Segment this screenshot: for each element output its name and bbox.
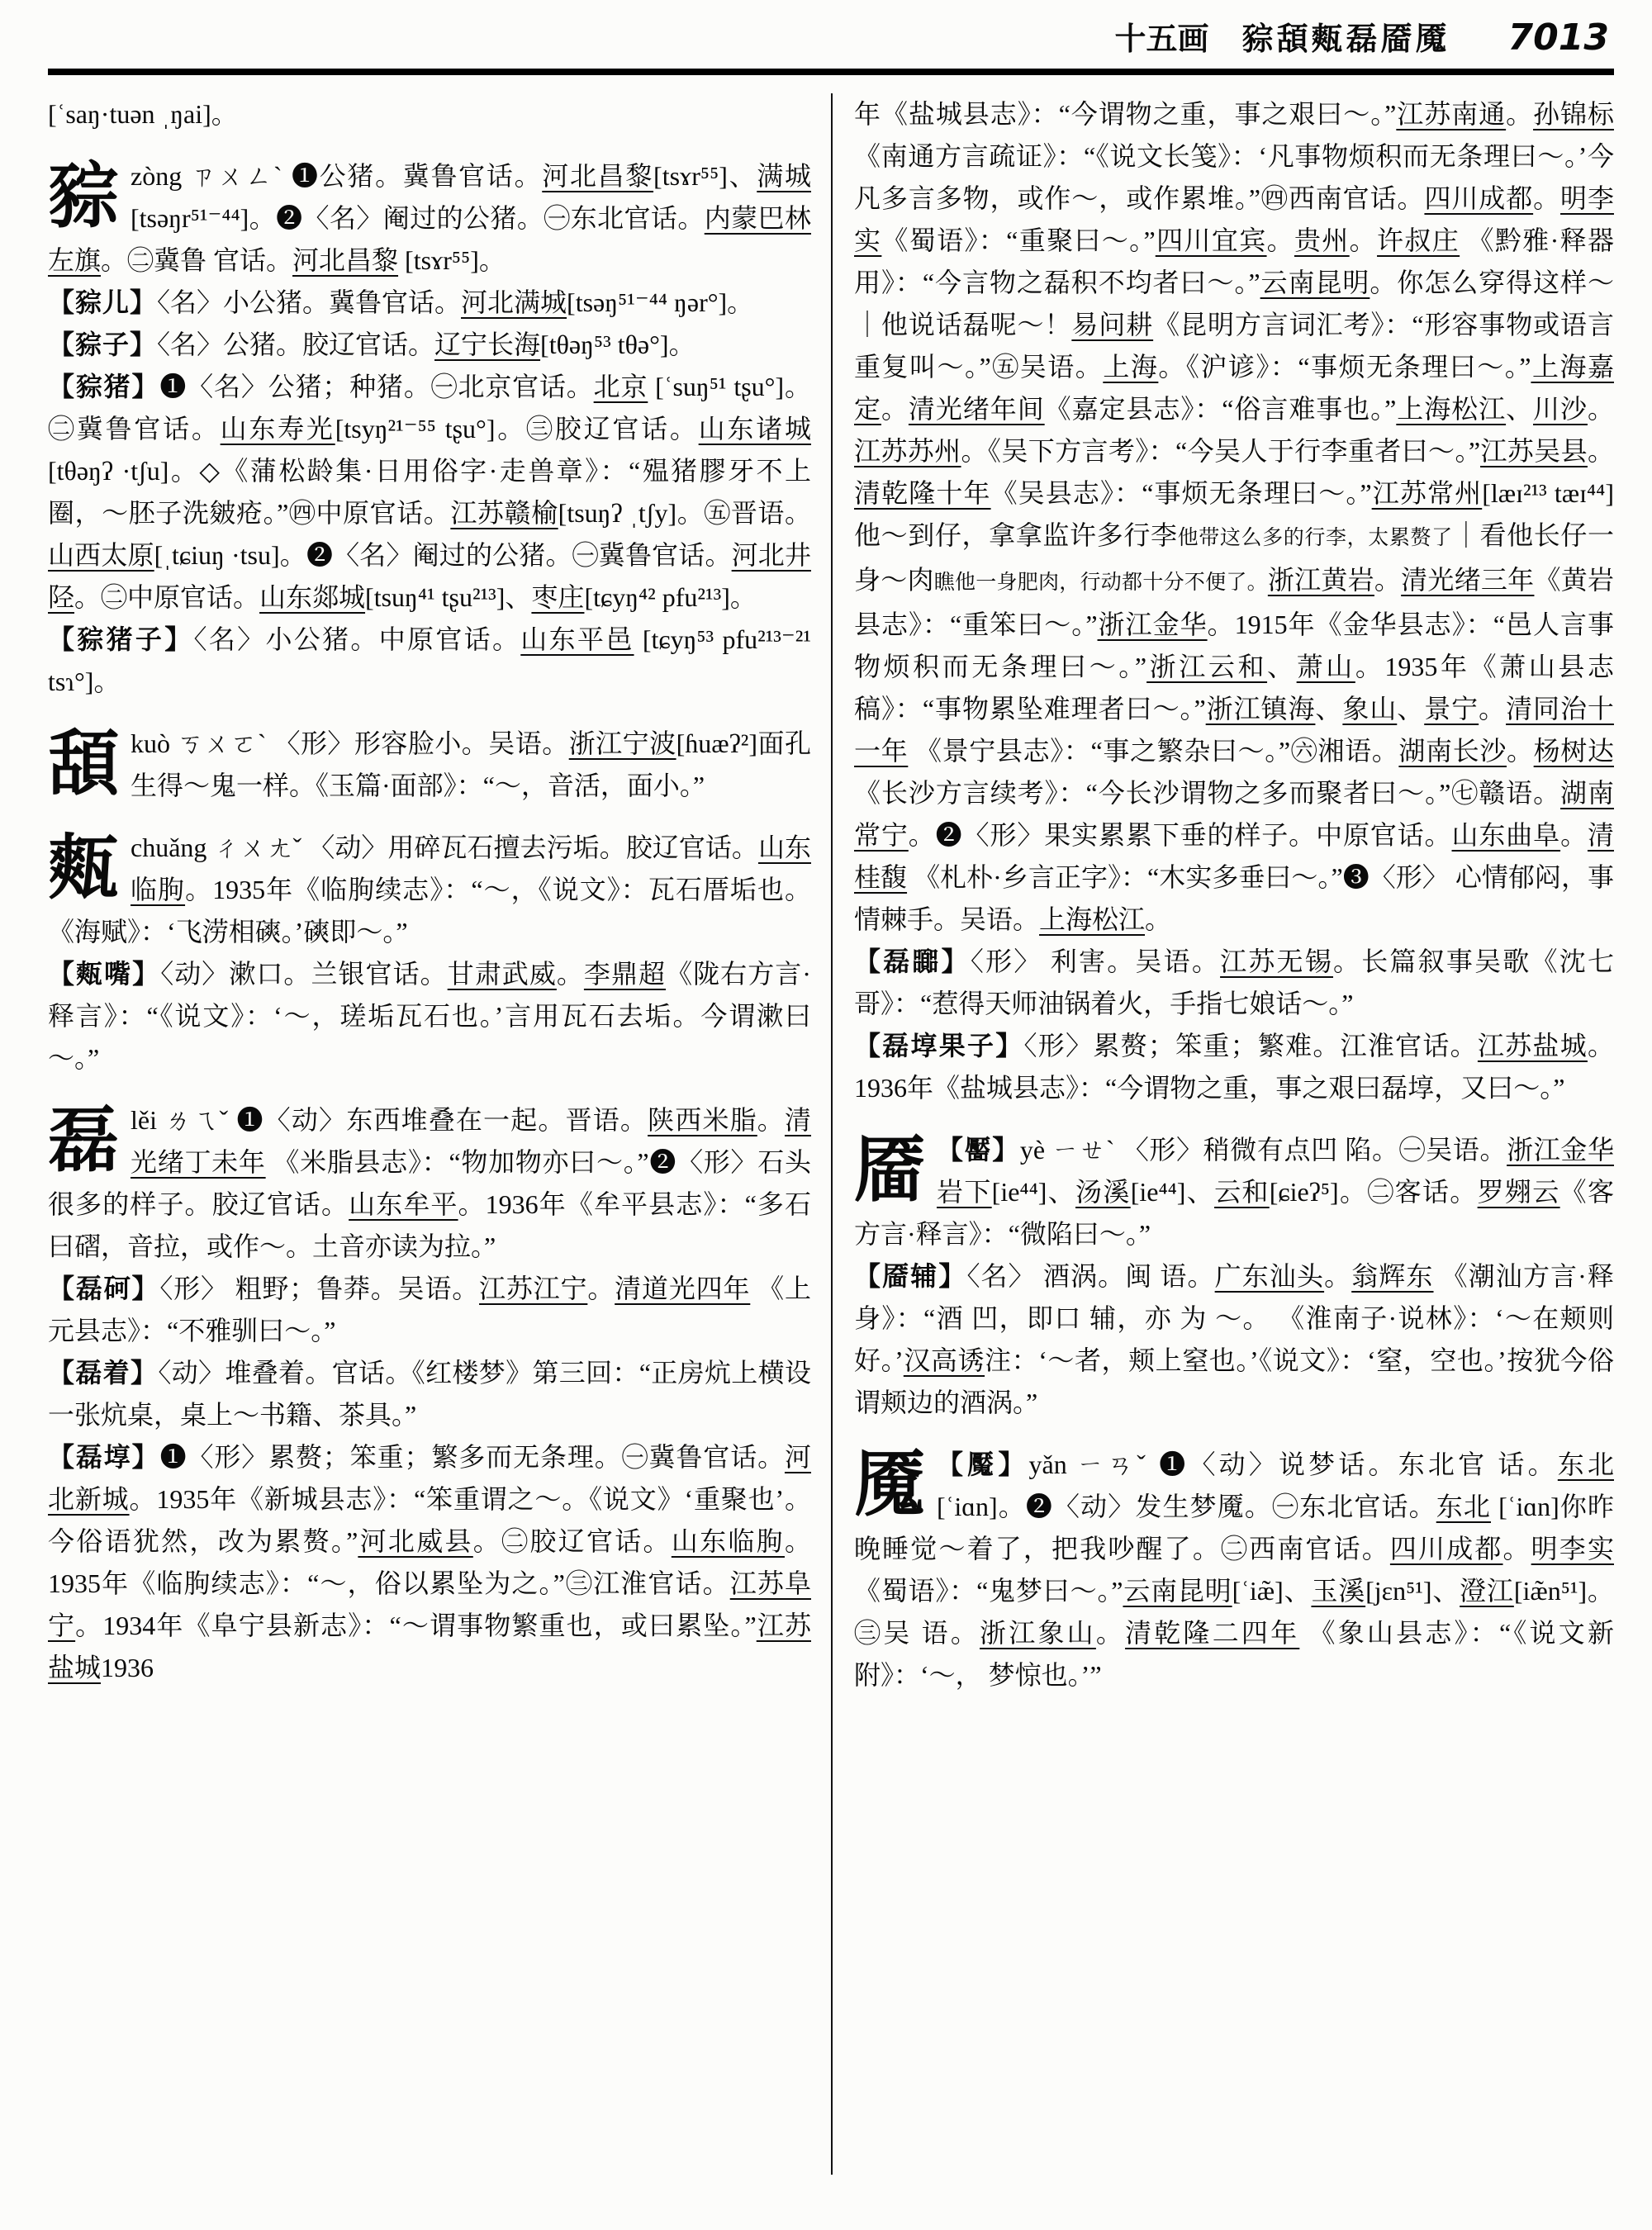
dialect-region-name: 杨树达 bbox=[1533, 736, 1614, 766]
dialect-region-name: 陕西米脂 bbox=[648, 1105, 757, 1135]
dialect-region-name: 清光绪丁未年 bbox=[131, 1105, 811, 1177]
entry-text: 。1936年《牟平县志》：“多石曰磖，音拉，或作～。土音亦读为拉。” bbox=[48, 1189, 811, 1261]
entry-text: 注：‘～者，颊上窒也。’《说文》：‘窒，空也。’按犹今俗谓颊边的酒涡。” bbox=[854, 1345, 1614, 1417]
entry-text: 。 bbox=[1533, 183, 1561, 213]
entry-text: 。 bbox=[587, 1274, 615, 1303]
entry-text: 〈名〉小公猪。冀鲁官话。 bbox=[157, 287, 462, 317]
sub-entry bbox=[854, 1025, 1614, 1109]
dialect-region-name: 甘肃武威 bbox=[447, 959, 557, 989]
entry-text: [ˌtɕiuŋ ·tsu]。❷〈名〉阉过的公猪。㊀冀鲁官话。 bbox=[154, 540, 732, 570]
entry-text: 《景宁县志》：“事之繁杂曰～。”㊅湘语。 bbox=[908, 736, 1399, 766]
entry-text: 《昆明方言词汇考》：“形容事物或语言重复叫～。”㊄吴语。 bbox=[854, 310, 1614, 382]
head-entry bbox=[854, 1444, 1614, 1696]
sub-entry bbox=[854, 1255, 1614, 1424]
entry-text: 。 bbox=[1502, 1534, 1531, 1563]
head-entry bbox=[48, 1099, 811, 1268]
entry-text: yǎn ㄧㄢˇ ❶〈动〉说梦话。东北官 话。 bbox=[1028, 1450, 1558, 1479]
dialect-region-name: 山东诸城 bbox=[698, 414, 811, 444]
entry-headword: 【磊埻】 bbox=[48, 1442, 160, 1472]
entry-text: [tθəŋ⁵³ tθə°]。 bbox=[540, 330, 695, 359]
dialect-region-name: 山东寿光 bbox=[220, 414, 335, 444]
right-column bbox=[831, 93, 1614, 2175]
entry-text: 。 bbox=[1095, 1618, 1126, 1648]
sub-entry bbox=[48, 1268, 811, 1352]
headword-char: 㼽 bbox=[48, 828, 119, 908]
entry-text: 《蜀语》：“重聚曰～。” bbox=[881, 225, 1156, 255]
dialect-region-name: 江苏江宁 bbox=[479, 1274, 588, 1303]
dialect-region-name: 清光绪年间 bbox=[908, 394, 1045, 424]
head-entry bbox=[48, 155, 811, 282]
continuation-paragraph bbox=[48, 93, 811, 135]
entry-text: 《黄岩县志》：“重笨曰～。” bbox=[854, 565, 1614, 639]
entry-text: [jɛn⁵¹]、 bbox=[1365, 1576, 1460, 1606]
entry-text: 〈动〉漱口。兰银官话。 bbox=[160, 959, 448, 989]
dialect-region-name: 四川成都 bbox=[1389, 1534, 1503, 1563]
entry-headword: 【磊着】 bbox=[48, 1358, 159, 1388]
entry-text: 、 bbox=[1506, 394, 1534, 424]
entry-headword: 【磊嚻】 bbox=[854, 947, 971, 976]
entry-text: 。 bbox=[1266, 225, 1294, 255]
dialect-region-name: 北京 bbox=[593, 372, 648, 401]
entry-text: 〈形〉 利害。吴语。 bbox=[970, 947, 1221, 976]
entry-text: 《客方言·释言》：“微陷曰～。” bbox=[854, 1177, 1614, 1249]
dialect-region-name: 浙江黄岩 bbox=[1267, 565, 1374, 595]
entry-text: 《潮汕方言·释身》：“酒 凹，即口 辅，亦 为 ～。 《淮南子·说林》：‘～在颊则好。’ bbox=[854, 1261, 1614, 1375]
entry-text: 。你怎么穿得这样～｜他说话磊呢～！ bbox=[854, 268, 1614, 339]
dialect-region-name: 河北井陉 bbox=[48, 540, 811, 612]
entry-text: [ʿiɑn]你昨晚睡觉～着了，把我吵醒了。㊁西南官话。 bbox=[854, 1492, 1614, 1563]
dialect-region-name: 浙江镇海 bbox=[1205, 694, 1316, 724]
dialect-region-name: 山东临朐 bbox=[131, 833, 811, 904]
entry-text: [tsɤr⁵⁵]。 bbox=[398, 245, 506, 275]
dialect-region-name: 江苏苏州 bbox=[854, 436, 961, 466]
dialect-region-name: 东北 bbox=[1436, 1492, 1491, 1521]
entry-text: [ɕieʔ⁵]。㊁客话。 bbox=[1269, 1177, 1478, 1207]
dialect-region-name: 广东汕头 bbox=[1214, 1261, 1325, 1291]
dialect-region-name: 浙江象山 bbox=[980, 1618, 1096, 1648]
entry-text: 。1915年《金华县志》：“邑人言事物烦积而无条理曰～。” bbox=[854, 610, 1614, 681]
dialect-region-name: 浙江宁波 bbox=[568, 728, 676, 758]
page-header bbox=[48, 13, 1614, 59]
dialect-region-name: 湖南长沙 bbox=[1398, 736, 1507, 766]
entry-text: 他带这么多的行李，太累赘了 bbox=[1177, 527, 1453, 549]
entry-text: [ɦuæʔ²]面孔生得～鬼一样。《玉篇·面部》：“～，音活，面小。” bbox=[131, 728, 811, 800]
dialect-region-name: 湖南常宁 bbox=[854, 778, 1614, 850]
dialect-region-name: 山东临朐 bbox=[671, 1526, 785, 1556]
dialect-region-name: 四川成都 bbox=[1424, 183, 1534, 213]
entry-text: 《米脂县志》：“物加物亦曰～。”❷〈形〉石头很多的样子。胶辽官话。 bbox=[48, 1147, 811, 1219]
dialect-region-name: 河北昌黎 bbox=[542, 161, 654, 191]
entry-text: 〈名〉 酒涡。闽 语。 bbox=[966, 1261, 1215, 1291]
header-entry-characters: 䝋頢㼽磊靥魇 bbox=[1241, 22, 1450, 57]
dialect-region-name: 河北昌黎 bbox=[292, 245, 399, 275]
entry-headword: 【䝋子】 bbox=[48, 330, 158, 359]
headword-char: 靥 bbox=[854, 1131, 925, 1210]
entry-text: 、 bbox=[1315, 694, 1343, 724]
dialect-region-name: 山西太原 bbox=[48, 540, 154, 570]
dialect-region-name: 河北威县 bbox=[358, 1526, 473, 1556]
entry-text: 、 bbox=[1397, 694, 1425, 724]
entry-text: 〈动〉堆叠着。官话。《红楼梦》第三回：“正房炕上横设一张炕桌，桌上～书籍、茶具。” bbox=[48, 1358, 811, 1430]
entry-text: 。㊁冀鲁 官话。 bbox=[101, 245, 293, 275]
entry-text: 。 bbox=[1324, 1261, 1352, 1291]
dialect-region-name: 清道光四年 bbox=[615, 1274, 751, 1303]
entry-text: 《上元县志》：“不雅驯曰～。” bbox=[48, 1274, 811, 1345]
dialect-region-name: 萧山 bbox=[1296, 652, 1355, 681]
dialect-region-name: 翁辉东 bbox=[1351, 1261, 1434, 1291]
entry-text: [tɕyŋ⁴² pfu²¹³]。 bbox=[584, 582, 757, 612]
dialect-region-name: 明李实 bbox=[1531, 1534, 1614, 1563]
dialect-region-name: 上海松江 bbox=[1039, 904, 1146, 934]
head-entry bbox=[854, 1129, 1614, 1255]
dialect-region-name: 罗翙云 bbox=[1477, 1177, 1560, 1207]
entry-text: 〈名〉小公猪。中原官话。 bbox=[193, 624, 521, 654]
entry-headword: 【䝋儿】 bbox=[48, 287, 158, 317]
dialect-region-name: 清光绪三年 bbox=[1401, 565, 1535, 595]
head-entry bbox=[48, 827, 811, 953]
dialect-region-name: 清桂馥 bbox=[854, 820, 1614, 892]
entry-text: 《象山县志》：“《说文新附》：‘～， 梦惊也。’” bbox=[854, 1618, 1614, 1690]
entry-text: [tθəŋʔ ·tʃu]。◇《蒲松龄集·日用俗字·走兽章》：“殟猪膠牙不上圈，～胚子洗皴疮。”㊃中原官话。 bbox=[48, 456, 811, 528]
sub-entry bbox=[48, 282, 811, 324]
dialect-region-name: 江苏阜宁 bbox=[48, 1568, 811, 1640]
entry-text: 年《盐城县志》：“今谓物之重，事之艰曰～。” bbox=[854, 99, 1397, 129]
entry-text: 。 bbox=[1587, 394, 1614, 424]
entry-text: [tsyŋ²¹⁻⁵⁵ tʂu°]。㊂胶辽官话。 bbox=[335, 414, 699, 444]
entry-text: 。1935年《新城县志》：“笨重谓之～。《说文》‘重聚也’。今俗语犹然，改为累赘。” bbox=[48, 1484, 811, 1556]
head-entry bbox=[48, 723, 811, 807]
dialect-region-name: 李鼎超 bbox=[583, 959, 667, 989]
entry-text: [ʿsuŋ⁵¹ tʂu°]。㊁冀鲁官话。 bbox=[48, 372, 811, 444]
entry-text: 。 bbox=[1506, 99, 1534, 129]
entry-text: 。 bbox=[1507, 736, 1534, 766]
entry-text: [tsɤr⁵⁵]、 bbox=[653, 161, 757, 191]
sub-entry bbox=[854, 941, 1614, 1025]
dialect-region-name: 辽宁长海 bbox=[434, 330, 541, 359]
dialect-region-name: 江苏赣榆 bbox=[450, 498, 558, 528]
dialect-region-name: 浙江金华 bbox=[1097, 610, 1208, 639]
entry-text: 。 bbox=[1560, 820, 1588, 850]
dialect-region-name: 清同治十一年 bbox=[854, 694, 1614, 766]
text-columns bbox=[48, 93, 1614, 2175]
dialect-region-name: 枣庄 bbox=[531, 582, 585, 612]
entry-text: [tɕyŋ⁵³ pfu²¹³⁻²¹ tsɿ°]。 bbox=[48, 624, 811, 696]
dialect-region-name: 象山 bbox=[1342, 694, 1398, 724]
dialect-region-name: 浙江云和 bbox=[1146, 652, 1268, 681]
entry-text: 。 bbox=[556, 959, 584, 989]
entry-text: 。㊁胶辽官话。 bbox=[472, 1526, 672, 1556]
stroke-section-label: 十五画 bbox=[1114, 22, 1209, 57]
entry-text: [læɪ²¹³ tæɪ⁴⁴]他～到仔，拿拿监许多行李 bbox=[854, 478, 1614, 550]
headword-char: 磊 bbox=[48, 1101, 119, 1180]
entry-text: [tsəŋ⁵¹⁻⁴⁴ ŋər°]。 bbox=[567, 287, 754, 317]
continuation-paragraph bbox=[854, 93, 1614, 941]
entry-text: 。《沪谚》：“事烦无条理曰～。” bbox=[1158, 352, 1531, 382]
dialect-region-name: 云南昆明 bbox=[1123, 1576, 1232, 1606]
entry-text: 1936 bbox=[101, 1653, 154, 1682]
entry-text: chuǎng ㄔㄨㄤˇ 〈动〉用碎瓦石擅去污垢。胶辽官话。 bbox=[131, 833, 758, 862]
entry-text: 《蜀语》：“鬼梦曰～。” bbox=[854, 1576, 1123, 1606]
entry-text: 。1935年《临朐续志》：“～，俗以累坠为之。”㊂江淮官话。 bbox=[48, 1526, 811, 1598]
entry-headword: 【靨】 bbox=[937, 1135, 1020, 1165]
dialect-region-name: 河北新城 bbox=[48, 1442, 811, 1514]
dialect-region-name: 景宁 bbox=[1424, 694, 1479, 724]
page-number: 7013 bbox=[1507, 17, 1609, 59]
entry-text: [tsuŋ⁴¹ tʂu²¹³]、 bbox=[365, 582, 532, 612]
dialect-region-name: 江苏南通 bbox=[1396, 99, 1507, 129]
entry-text: 。长篇叙事吴歌《沈七哥》：“惹得天师油锅着火，手指七娘话～。” bbox=[854, 947, 1614, 1018]
entry-text: 。1935年《临朐续志》：“～，《说文》：瓦石厝垢也。《海赋》：‘飞涝相磢。’磢即～。” bbox=[48, 875, 811, 947]
sub-entry bbox=[48, 619, 811, 703]
entry-text: [ie⁴⁴]、 bbox=[1130, 1177, 1215, 1207]
dialect-region-name: 玉溪 bbox=[1311, 1576, 1366, 1606]
entry-text: 〈形〉累赘；笨重；繁难。江淮官话。 bbox=[1023, 1031, 1478, 1060]
dialect-region-name: 江苏无锡 bbox=[1220, 947, 1333, 976]
entry-text: 。1935年《萧山县志稿》：“事物累坠难理者曰～。” bbox=[854, 652, 1614, 724]
entry-text: [ʿiæ̃]、 bbox=[1232, 1576, 1312, 1606]
entry-text: 。《吴下方言考》：“今吴人于行李重者曰～。” bbox=[961, 436, 1481, 466]
entry-text: 《黔雅·释器用》：“今言物之磊积不均者曰～。” bbox=[854, 225, 1614, 297]
dialect-region-name: 满城 bbox=[757, 161, 811, 191]
dialect-region-name: 孙锦标 bbox=[1533, 99, 1614, 129]
sub-entry bbox=[48, 324, 811, 366]
dialect-region-name: 易问耕 bbox=[1071, 310, 1154, 339]
dialect-region-name: 川沙 bbox=[1533, 394, 1588, 424]
dialect-region-name: 江苏常州 bbox=[1371, 478, 1483, 508]
entry-text: 。 bbox=[1145, 904, 1172, 934]
headword-char: 䝋 bbox=[48, 157, 119, 236]
entry-text: 《陇右方言·释言》：“《说文》：‘～，瑳垢瓦石也。’言用瓦石去垢。今谓漱曰～。” bbox=[48, 959, 811, 1073]
entry-text: 《长沙方言续考》：“今长沙谓物之多而聚者曰～。”㊆赣语。 bbox=[854, 778, 1561, 808]
left-column bbox=[48, 93, 831, 2175]
entry-text: [tsuŋʔ ˌtʃy]。㊄晋语。 bbox=[558, 498, 811, 528]
entry-headword: 【磊埻果子】 bbox=[854, 1031, 1024, 1060]
dialect-region-name: 浙江金华岩下 bbox=[937, 1135, 1614, 1207]
dialect-region-name: 云南昆明 bbox=[1260, 268, 1370, 297]
entry-text: 《南通方言疏证》：“《说文长笺》：‘凡事物烦积而无条理曰～。’今凡多言多物，或作～，或作累堆。”㊃西南官话。 bbox=[854, 141, 1614, 213]
dialect-region-name: 河北满城 bbox=[461, 287, 567, 317]
dialect-region-name: 云和 bbox=[1214, 1177, 1270, 1207]
entry-text: [ie⁴⁴]、 bbox=[991, 1177, 1076, 1207]
dialect-region-name: 明李实 bbox=[854, 183, 1614, 255]
dialect-region-name: 山东曲阜 bbox=[1451, 820, 1561, 850]
entry-text: 。㊁中原官话。 bbox=[74, 582, 260, 612]
entry-text: 。 bbox=[757, 1105, 785, 1135]
dialect-region-name: 山东郯城 bbox=[259, 582, 366, 612]
entry-text: 。 bbox=[1587, 436, 1614, 466]
entry-text: 。1934年《阜宁县新志》：“～谓事物繁重也，或曰累坠。” bbox=[75, 1611, 757, 1640]
entry-text: lěi ㄌㄟˇ ❶〈动〉东西堆叠在一起。晋语。 bbox=[131, 1105, 648, 1135]
dialect-region-name: 清乾隆十年 bbox=[854, 478, 991, 508]
entry-text: 《札朴·乡言正字》：“木实多垂曰～。”❸〈形〉 心情郁闷，事情棘手。吴语。 bbox=[854, 862, 1614, 934]
dialect-region-name: 上海松江 bbox=[1396, 394, 1507, 424]
dialect-region-name: 内蒙巴林左旗 bbox=[48, 203, 811, 275]
dialect-region-name: 四川宜宾 bbox=[1155, 225, 1267, 255]
entry-text: 。1936年《盐城县志》：“今谓物之重，事之艰曰磊埻，又曰～。” bbox=[854, 1031, 1614, 1103]
dialect-region-name: 上海嘉定 bbox=[854, 352, 1614, 424]
entry-headword: 【靥辅】 bbox=[854, 1261, 967, 1291]
entry-text: [ʿsaŋ·tuən ˌŋai]。 bbox=[48, 99, 238, 129]
entry-text: 。 bbox=[1374, 565, 1402, 595]
dialect-region-name: 江苏吴县 bbox=[1480, 436, 1588, 466]
dialect-region-name: 澄江 bbox=[1460, 1576, 1514, 1606]
dialect-region-name: 东北 bbox=[1557, 1450, 1614, 1479]
entry-text: yè ㄧㄝˋ 〈形〉稍微有点凹 陷。㊀吴语。 bbox=[1019, 1135, 1507, 1165]
entry-text: ｜看他长仔一身～肉 bbox=[854, 520, 1614, 595]
entry-text: 瞧他一身肥肉，行动都十分不便了。 bbox=[933, 572, 1268, 594]
sub-entry bbox=[48, 1352, 811, 1436]
entry-text: 《嘉定县志》：“俗言难事也。” bbox=[1044, 394, 1397, 424]
header-rule bbox=[48, 69, 1614, 75]
entry-text: 〈形〉 粗野；鲁莽。吴语。 bbox=[159, 1274, 480, 1303]
dialect-region-name: 山东平邑 bbox=[520, 624, 634, 654]
entry-text: 〈名〉公猪。胶辽官话。 bbox=[157, 330, 435, 359]
dialect-region-name: 清乾隆二四年 bbox=[1125, 1618, 1300, 1648]
entry-text: 。❷〈形〉果实累累下垂的样子。中原官话。 bbox=[908, 820, 1452, 850]
entry-text: [iæ̃n⁵¹]。㊂吴 语。 bbox=[854, 1576, 1614, 1648]
dialect-region-name: 汤溪 bbox=[1075, 1177, 1131, 1207]
entry-text: zòng ㄗㄨㄥˋ ❶公猪。冀鲁官话。 bbox=[131, 161, 543, 191]
dialect-region-name: 江苏盐城 bbox=[48, 1611, 811, 1682]
entry-text: [tsəŋr⁵¹⁻⁴⁴]。❷〈名〉阉过的公猪。㊀东北官话。 bbox=[131, 203, 705, 233]
entry-text: kuò ㄎㄨㄛˋ 〈形〉形容脸小。吴语。 bbox=[131, 728, 569, 758]
entry-headword: 【磊砢】 bbox=[48, 1274, 160, 1303]
entry-text: 、 bbox=[1267, 652, 1297, 681]
dialect-region-name: 贵州 bbox=[1294, 225, 1350, 255]
dialect-region-name: 山东牟平 bbox=[349, 1189, 458, 1219]
entry-headword: 【㼽嘴】 bbox=[48, 959, 161, 989]
headword-char: 魇 bbox=[854, 1445, 925, 1525]
sub-entry bbox=[48, 953, 811, 1079]
entry-headword: 【䝋猪】 bbox=[48, 372, 160, 401]
entry-text: ❶〈名〉公猪；种猪。㊀北京官话。 bbox=[159, 372, 594, 401]
dialect-region-name: 汉高诱 bbox=[903, 1345, 985, 1375]
entry-text: 。 bbox=[1349, 225, 1378, 255]
sub-entry bbox=[48, 366, 811, 619]
entry-headword: 【䝋猪子】 bbox=[48, 624, 194, 654]
dialect-region-name: 上海 bbox=[1103, 352, 1159, 382]
entry-text: [ʿiɑn]。❷〈动〉发生梦魇。㊀东北官话。 bbox=[937, 1492, 1436, 1521]
headword-char: 頢 bbox=[48, 724, 119, 804]
entry-text: 。 bbox=[881, 394, 909, 424]
dialect-region-name: 许叔庄 bbox=[1377, 225, 1460, 255]
dialect-region-name: 江苏盐城 bbox=[1477, 1031, 1588, 1060]
entry-headword: 【魘】 bbox=[937, 1450, 1029, 1479]
entry-text: 。 bbox=[1479, 694, 1507, 724]
sub-entry bbox=[48, 1436, 811, 1689]
entry-text: ❶〈形〉累赘；笨重；繁多而无条理。㊀冀鲁官话。 bbox=[159, 1442, 785, 1472]
entry-text: 《吴县志》：“事烦无条理曰～。” bbox=[990, 478, 1372, 508]
